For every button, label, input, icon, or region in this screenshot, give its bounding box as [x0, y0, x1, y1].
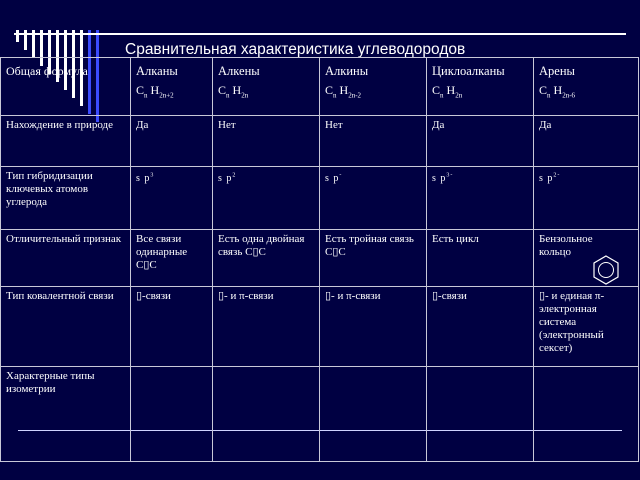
benzene-ring-icon — [591, 254, 621, 286]
slide-title: Сравнительная характеристика углеводородов — [125, 41, 466, 58]
column-header-alkenes: Алкены $C_n$ $H_{2n}$ — [213, 58, 320, 116]
table-cell: ▯-связи — [427, 287, 534, 367]
table-cell: s $p^2$ — [213, 167, 320, 230]
table-cell: Нет — [213, 116, 320, 167]
table-cell: Да — [131, 116, 213, 167]
table-cell: Нет — [320, 116, 427, 167]
table-row — [1, 230, 639, 287]
table-row — [1, 167, 639, 230]
table-cell: s $p^{3-}$ — [427, 167, 534, 230]
table-cell: Бензольное кольцо — [534, 230, 639, 287]
table-row — [1, 367, 639, 462]
row-label-hybridization: Тип гибридизации ключевых атомов углерода — [1, 167, 131, 230]
table-cell: ▯- и π-связи — [320, 287, 427, 367]
table-cell: Есть цикл — [427, 230, 534, 287]
column-header-alkynes: Алкины $C_n$ $H_{2n-2}$ — [320, 58, 427, 116]
table-cell: ▯- и π-связи — [213, 287, 320, 367]
table-row — [1, 116, 639, 167]
table-cell: s $p^3$ — [131, 167, 213, 230]
table-cell: Все связи одинарные C▯C — [131, 230, 213, 287]
table-cell — [131, 367, 213, 462]
table-cell — [213, 367, 320, 462]
column-header-arenes: Арены $C_n$ $H_{2n-6}$ — [534, 58, 639, 116]
table-cell — [534, 367, 639, 462]
row-label-isomerism: Характерные типы изометрии — [1, 367, 131, 462]
row-label-occurrence: Нахождение в природе — [1, 116, 131, 167]
table-row — [1, 58, 639, 116]
table-cell: Есть тройная связь C▯C — [320, 230, 427, 287]
top-divider — [14, 33, 626, 35]
row-label-bond-type: Тип ковалентной связи — [1, 287, 131, 367]
table-cell — [427, 367, 534, 462]
row-label-formula: Общая формула — [1, 58, 131, 116]
table-cell: ▯-связи — [131, 287, 213, 367]
table-cell: Да — [534, 116, 639, 167]
table-cell: Есть одна двойная связь C▯C — [213, 230, 320, 287]
column-header-alkanes: Алканы $C_n$ $H_{2n+2}$ — [131, 58, 213, 116]
table-cell: Да — [427, 116, 534, 167]
comparison-table — [0, 57, 639, 462]
table-cell: s $p^{2-}$ — [534, 167, 639, 230]
table-cell: s p- — [320, 167, 427, 230]
table-cell — [320, 367, 427, 462]
row-label-feature: Отличительный признак — [1, 230, 131, 287]
table-row — [1, 287, 639, 367]
column-header-cycloalkanes: Циклоалканы $C_n$ $H_{2n}$ — [427, 58, 534, 116]
table-cell: ▯- и единая π-электронная система (электронный сексет) — [534, 287, 639, 367]
